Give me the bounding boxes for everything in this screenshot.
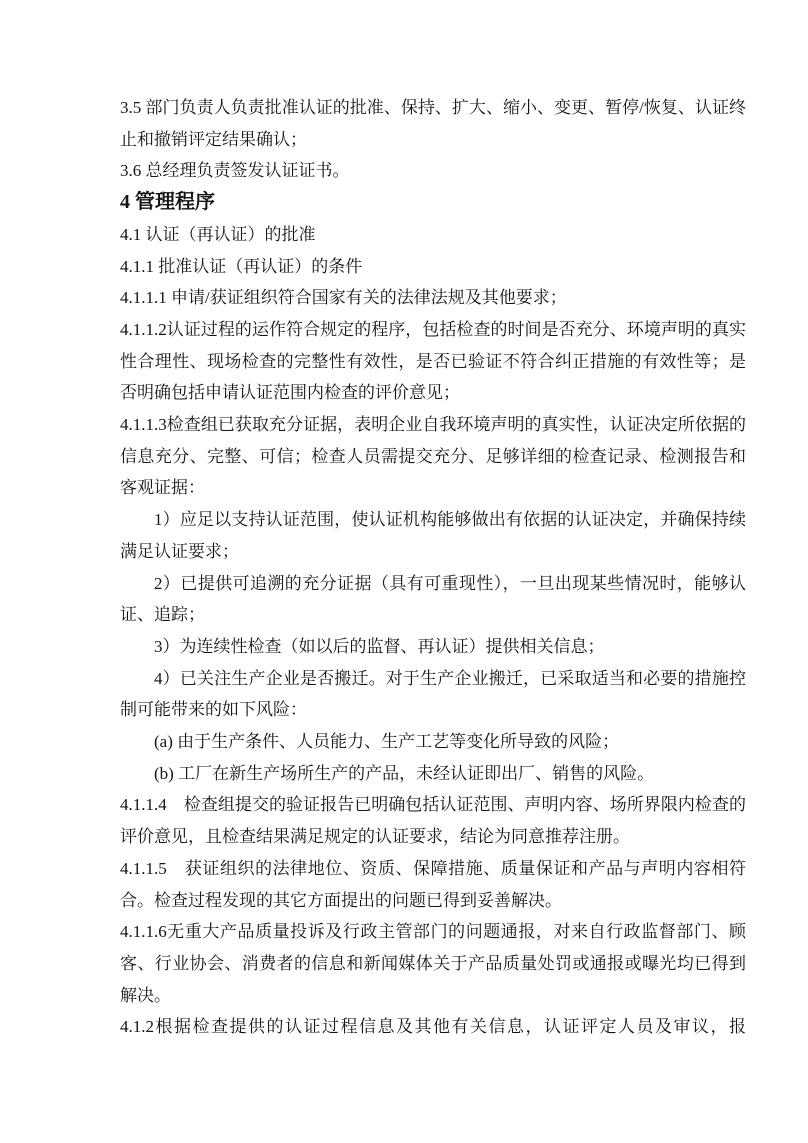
paragraph-4-1: 4.1 认证（再认证）的批准 [120,224,316,244]
paragraph-4-1-1: 4.1.1 批准认证（再认证）的条件 [120,256,363,276]
paragraph-4-1-1-2: 4.1.1.2认证过程的运作符合规定的程序，包括检查的时间是否充分、环境声明的真实性合理性、现场检查的完整性有效性，是否已验证不符合纠正措施的有效性等；是否明确包括申请认证范围内检查的评价意见； [120,319,746,403]
paragraph-4-1-1-1: 4.1.1.1 申请/获证组织符合国家有关的法律法规及其他要求； [120,288,567,308]
paragraph-3-6: 3.6 总经理负责签发认证证书。 [120,161,350,181]
paragraph-3-5: 3.5 部门负责人负责批准认证的批准、保持、扩大、缩小、变更、暂停/恢复、认证终止和撤销评定结果确认； [120,98,746,149]
paragraph-4-1-1-4: 4.1.1.4 检查组提交的验证报告已明确包括认证范围、声明内容、场所界限内检查的评价意见，且检查结果满足规定的认证要求，结论为同意推荐注册。 [120,795,746,847]
section-heading-4: 4 管理程序 [120,191,215,214]
paragraph-4-1-2: 4.1.2根据检查提供的认证过程信息及其他有关信息，认证评定人员及审议，报 [120,1017,746,1037]
list-item-1: 1）应足以支持认证范围，使认证机构能够做出有依据的认证决定，并确保持续满足认证要求； [120,510,746,561]
list-item-4: 4）已关注生产企业是否搬迁。对于生产企业搬迁，已采取适当和必要的措施控制可能带来的如下风险： [120,668,746,720]
list-item-2: 2）已提供可追溯的充分证据（具有可重现性），一旦出现某些情况时，能够认证、追踪； [120,573,746,625]
paragraph-4-1-1-3: 4.1.1.3检查组已获取充分证据，表明企业自我环境声明的真实性，认证决定所依据的信息充分、完整、可信；检查人员需提交充分、足够详细的检查记录、检测报告和客观证据： [120,415,746,498]
list-item-b: (b) 工厂在新生产场所生产的产品，未经认证即出厂、销售的风险。 [154,763,655,783]
list-item-a: (a) 由于生产条件、人员能力、生产工艺等变化所导致的风险； [154,732,620,752]
paragraph-4-1-1-5: 4.1.1.5 获证组织的法律地位、资质、保障措施、质量保证和产品与声明内容相符合。检查过程发现的其它方面提出的问题已得到妥善解决。 [120,858,746,910]
document-body [120,92,746,1043]
list-item-3: 3）为连续性检查（如以后的监督、再认证）提供相关信息； [154,636,605,656]
paragraph-4-1-1-6: 4.1.1.6无重大产品质量投诉及行政主管部门的问题通报，对来自行政监督部门、顾客、行业协会、消费者的信息和新闻媒体关于产品质量处罚或通报或曝光均已得到解决。 [120,922,746,1005]
